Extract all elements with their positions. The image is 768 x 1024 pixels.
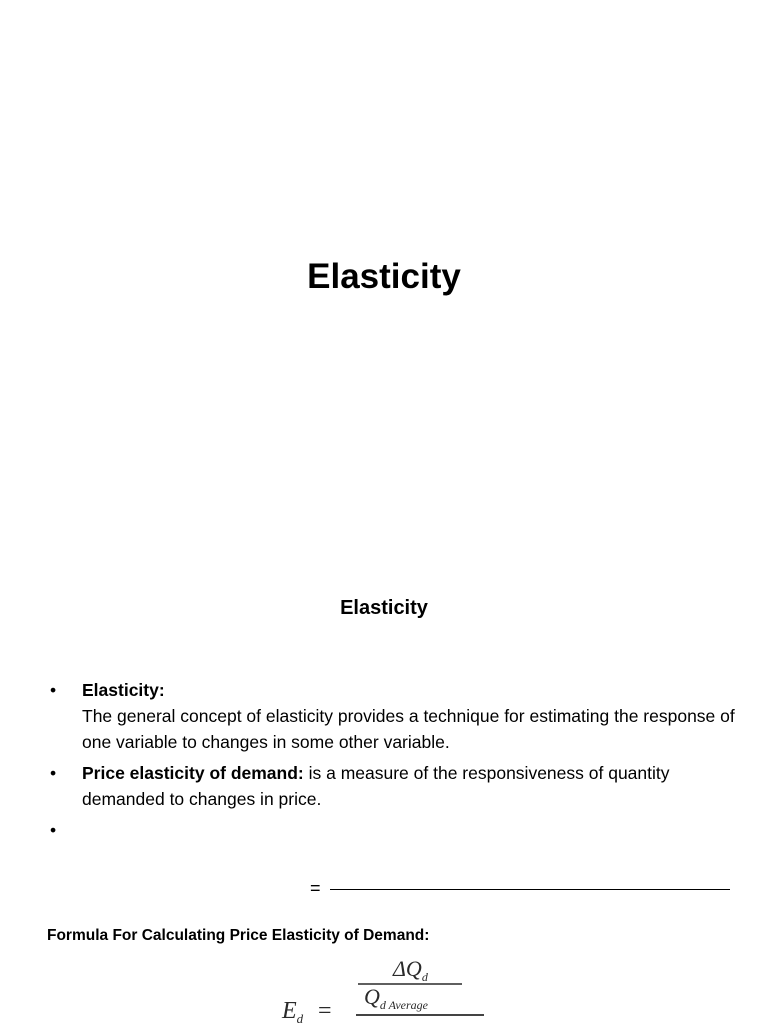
equals-sign: = [310,878,321,898]
formula-equals: = [318,998,332,1024]
bullet-dot-icon [50,677,66,703]
bullet-term: Elasticity: [82,680,165,700]
bullet-term: Price elasticity of demand: [82,763,304,783]
formula-numerator: $\Delta Q_d$ [393,956,428,984]
bullet-item-elasticity [50,677,740,755]
fraction-bar [330,889,730,890]
bullet-text: is a measure of the responsiveness of quantity demanded to changes in price. [82,763,670,809]
formula-lhs: $E_d$ [282,998,304,1024]
section-heading: Elasticity [340,597,428,619]
bullet-list [50,677,740,843]
formula-heading: Formula For Calculating Price Elasticity of Demand: [47,927,430,944]
bullet-item-price-elasticity [50,760,740,812]
slide-title: Elasticity [307,257,461,296]
bullet-dot-icon [50,760,66,786]
bullet-text: The general concept of elasticity provides a technique for estimating the response of one variable to changes in some other variable. [82,706,735,752]
formula-denominator: $Q_{d Average}$ [364,984,428,1012]
equation-placeholder [310,878,734,898]
elasticity-formula-image [272,952,492,1024]
bullet-item-empty [50,817,740,843]
bullet-dot-icon [50,817,66,843]
